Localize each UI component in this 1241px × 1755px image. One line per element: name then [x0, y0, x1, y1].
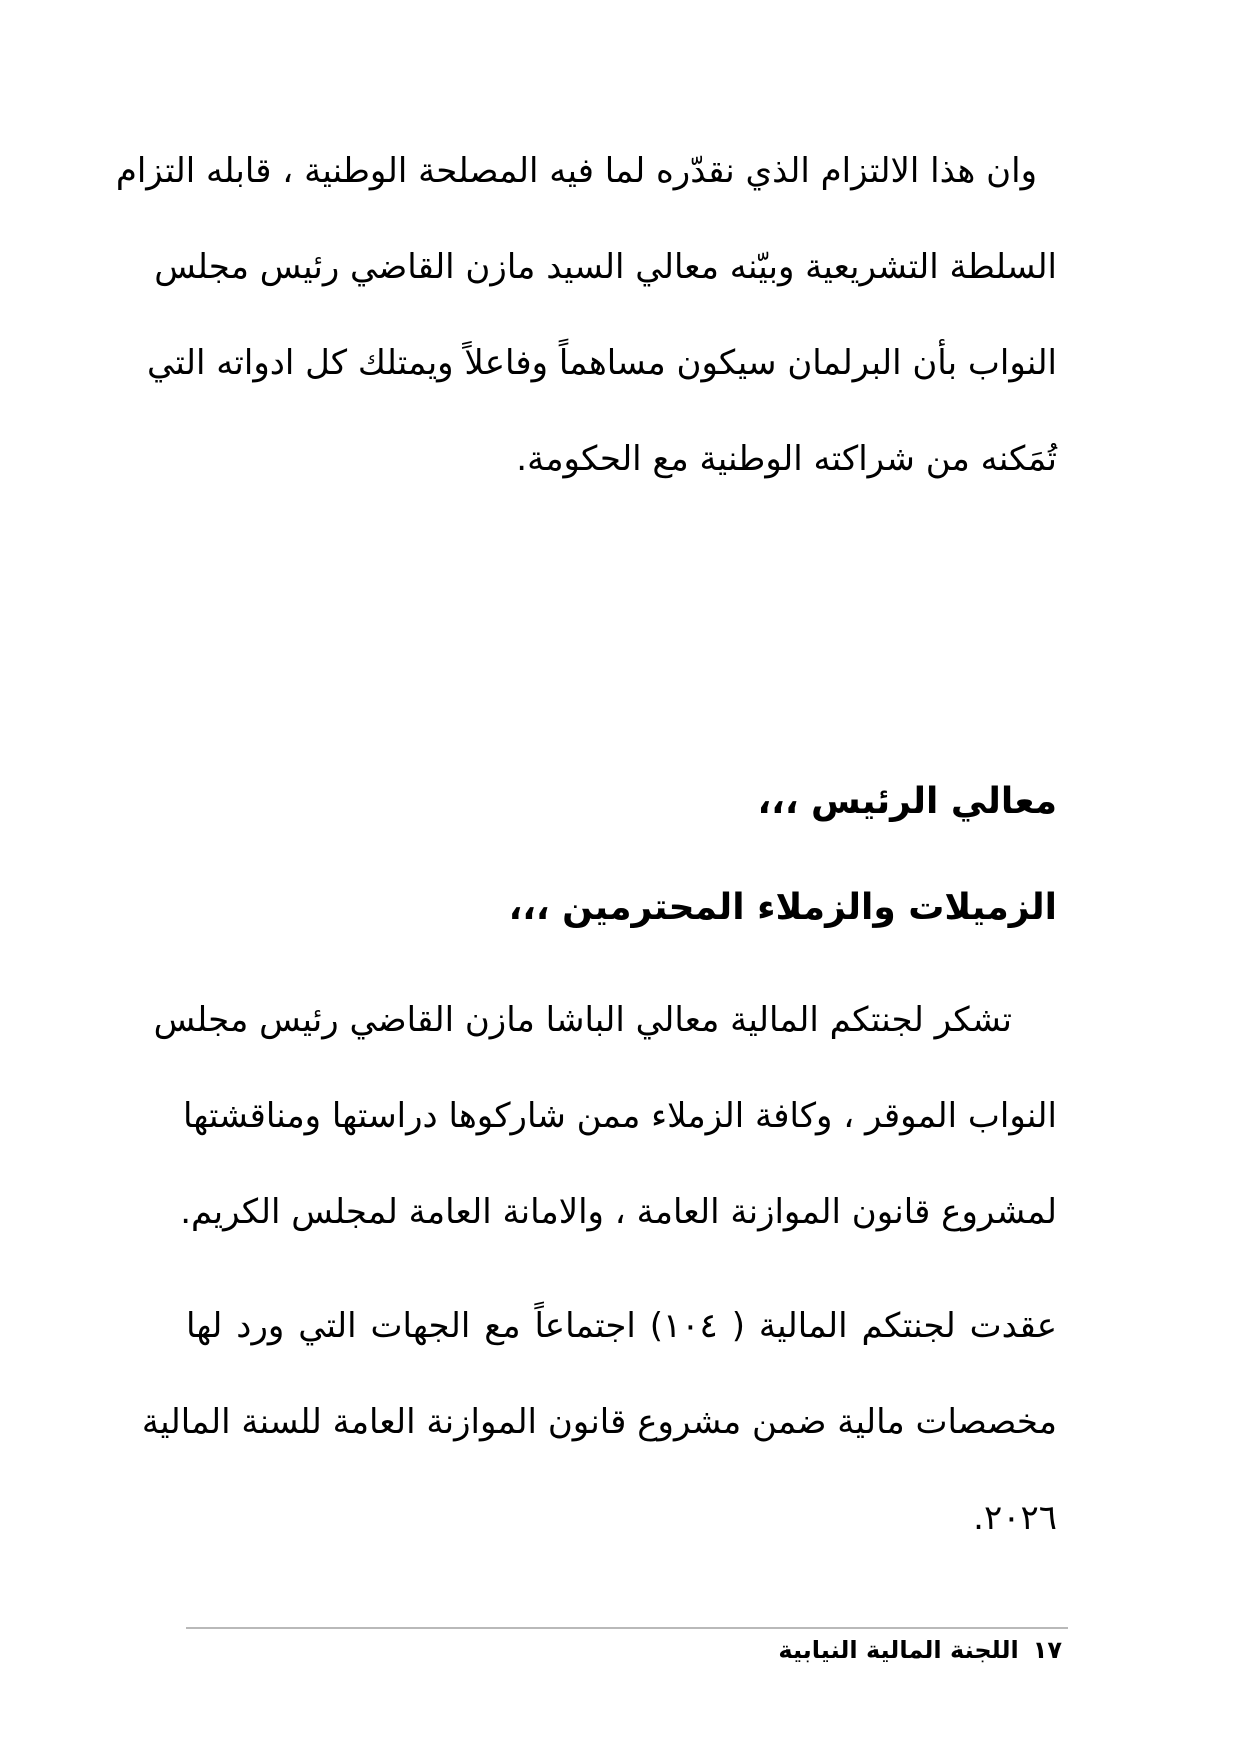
paragraph-commitment	[115, 123, 1057, 507]
footer-divider	[186, 1627, 1068, 1629]
paragraph-commitment-line-2: السلطة التشريعية وبيّنه معالي السيد مازن القاضي رئيس مجلس	[154, 247, 1057, 287]
paragraph-thanks-line-3: لمشروع قانون الموازنة العامة ، والامانة العامة لمجلس الكريم.	[180, 1192, 1057, 1232]
heading-president-salutation: معالي الرئيس ،،،	[757, 781, 1057, 822]
footer-committee-name: اللجنة المالية النيابية	[778, 1636, 1019, 1664]
paragraph-meetings-line-2: مخصصات مالية ضمن مشروع قانون الموازنة العامة للسنة المالية	[141, 1402, 1057, 1442]
heading-colleagues-salutation: الزميلات والزملاء المحترمين ،،،	[508, 887, 1057, 928]
paragraph-thanks-line-2: النواب الموقر ، وكافة الزملاء ممن شاركوها دراستها ومناقشتها	[182, 1096, 1057, 1136]
page-number: ١٧	[1032, 1636, 1062, 1664]
paragraph-thanks-line-1: تشكر لجنتكم المالية معالي الباشا مازن القاضي رئيس مجلس	[153, 1000, 1012, 1040]
paragraph-meetings-line-1: عقدت لجنتكم المالية ( ١٠٤) اجتماعاً مع الجهات التي ورد لها	[186, 1306, 1057, 1346]
paragraph-commitment-line-4: تُمَكنه من شراكته الوطنية مع الحكومة.	[516, 439, 1057, 479]
paragraph-commitment-line-1: وان هذا الالتزام الذي نقدّره لما فيه المصلحة الوطنية ، قابله التزام	[115, 151, 1037, 191]
paragraph-meetings	[141, 1278, 1057, 1566]
paragraph-meetings-line-3: ٢٠٢٦.	[973, 1498, 1057, 1538]
paragraph-thanks	[153, 972, 1057, 1260]
page-footer	[186, 1633, 1062, 1667]
paragraph-commitment-line-3: النواب بأن البرلمان سيكون مساهماً وفاعلاً ويمتلك كل ادواته التي	[146, 343, 1057, 383]
